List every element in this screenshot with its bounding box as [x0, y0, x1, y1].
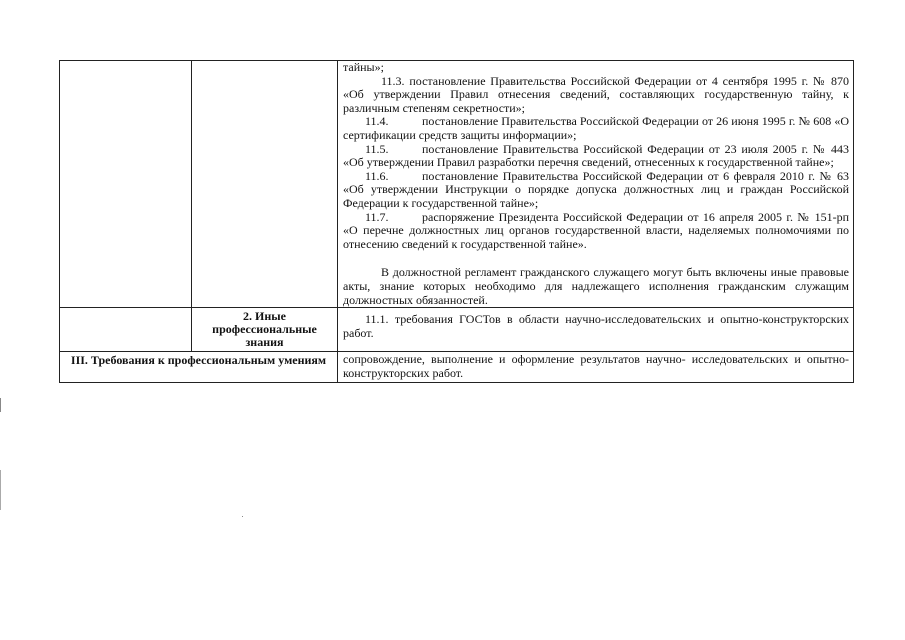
section-heading-cell	[60, 352, 338, 383]
scan-mark	[0, 470, 1, 510]
item-text: постановление Правительства Российской Федерации от 26 июня 1995 г. № 608 «О сертификации средств защиты информации»;	[343, 114, 849, 142]
section-heading: 2. Иные профессиональные знания	[212, 309, 317, 350]
lead-text: тайны»;	[343, 60, 384, 74]
content-text: 11.1. требования ГОСТов в области научно-исследовательских и опытно-конструкторских работ.	[343, 312, 849, 340]
list-item	[343, 143, 849, 170]
requirements-table	[59, 60, 854, 383]
item-number: 11.7.	[365, 209, 389, 224]
item-number: 11.3.	[381, 73, 405, 88]
section-content-cell	[338, 352, 854, 383]
section-heading-cell	[192, 308, 338, 352]
table-row	[60, 61, 854, 308]
item-text: распоряжение Президента Российской Федерации от 16 апреля 2005 г. № 151-рп «О перечне должностных лиц органов государственной власти, наделяемых полномочиями по отнесению сведений к государственной тайне».	[343, 209, 849, 251]
content-text: сопровождение, выполнение и оформление результатов научно- исследовательских и опытно-конструкторских работ.	[343, 352, 849, 380]
list-item	[343, 115, 849, 142]
note-paragraph: В должностной регламент гражданского служащего могут быть включены иные правовые акты, знание которых необходимо для надлежащего исполнения гражданским служащим должностных обязанностей.	[343, 265, 849, 307]
list-item	[343, 170, 849, 211]
empty-cell	[60, 308, 192, 352]
item-number: 11.5.	[365, 141, 389, 156]
table-row	[60, 308, 854, 352]
item-text: постановление Правительства Российской Федерации от 23 июля 2005 г. № 443 «Об утверждении Правил разработки перечня сведений, отнесенных к государственной тайне»;	[343, 141, 849, 170]
item-number: 11.6.	[365, 168, 389, 183]
empty-cell	[192, 61, 338, 308]
list-item	[343, 211, 849, 252]
item-text: постановление Правительства Российской Федерации от 6 февраля 2010 г. № 63 «Об утверждении Инструкции о порядке допуска должностных лиц и граждан Российской Федерации к государственной тайне»;	[343, 168, 849, 210]
list-item	[343, 75, 849, 116]
legal-acts-cell	[338, 61, 854, 308]
item-text: постановление Правительства Российской Федерации от 4 сентября 1995 г. № 870 «Об утверждении Правил отнесения сведений, составляющих государственную тайну, к различным степеням секретности»;	[343, 73, 849, 115]
scan-mark	[0, 398, 1, 412]
section-content-cell	[338, 308, 854, 352]
section-heading: III. Требования к профессиональным умениям	[70, 353, 327, 368]
item-number: 11.4.	[365, 114, 389, 129]
empty-cell	[60, 61, 192, 308]
scan-mark	[242, 516, 243, 517]
table-row	[60, 352, 854, 383]
